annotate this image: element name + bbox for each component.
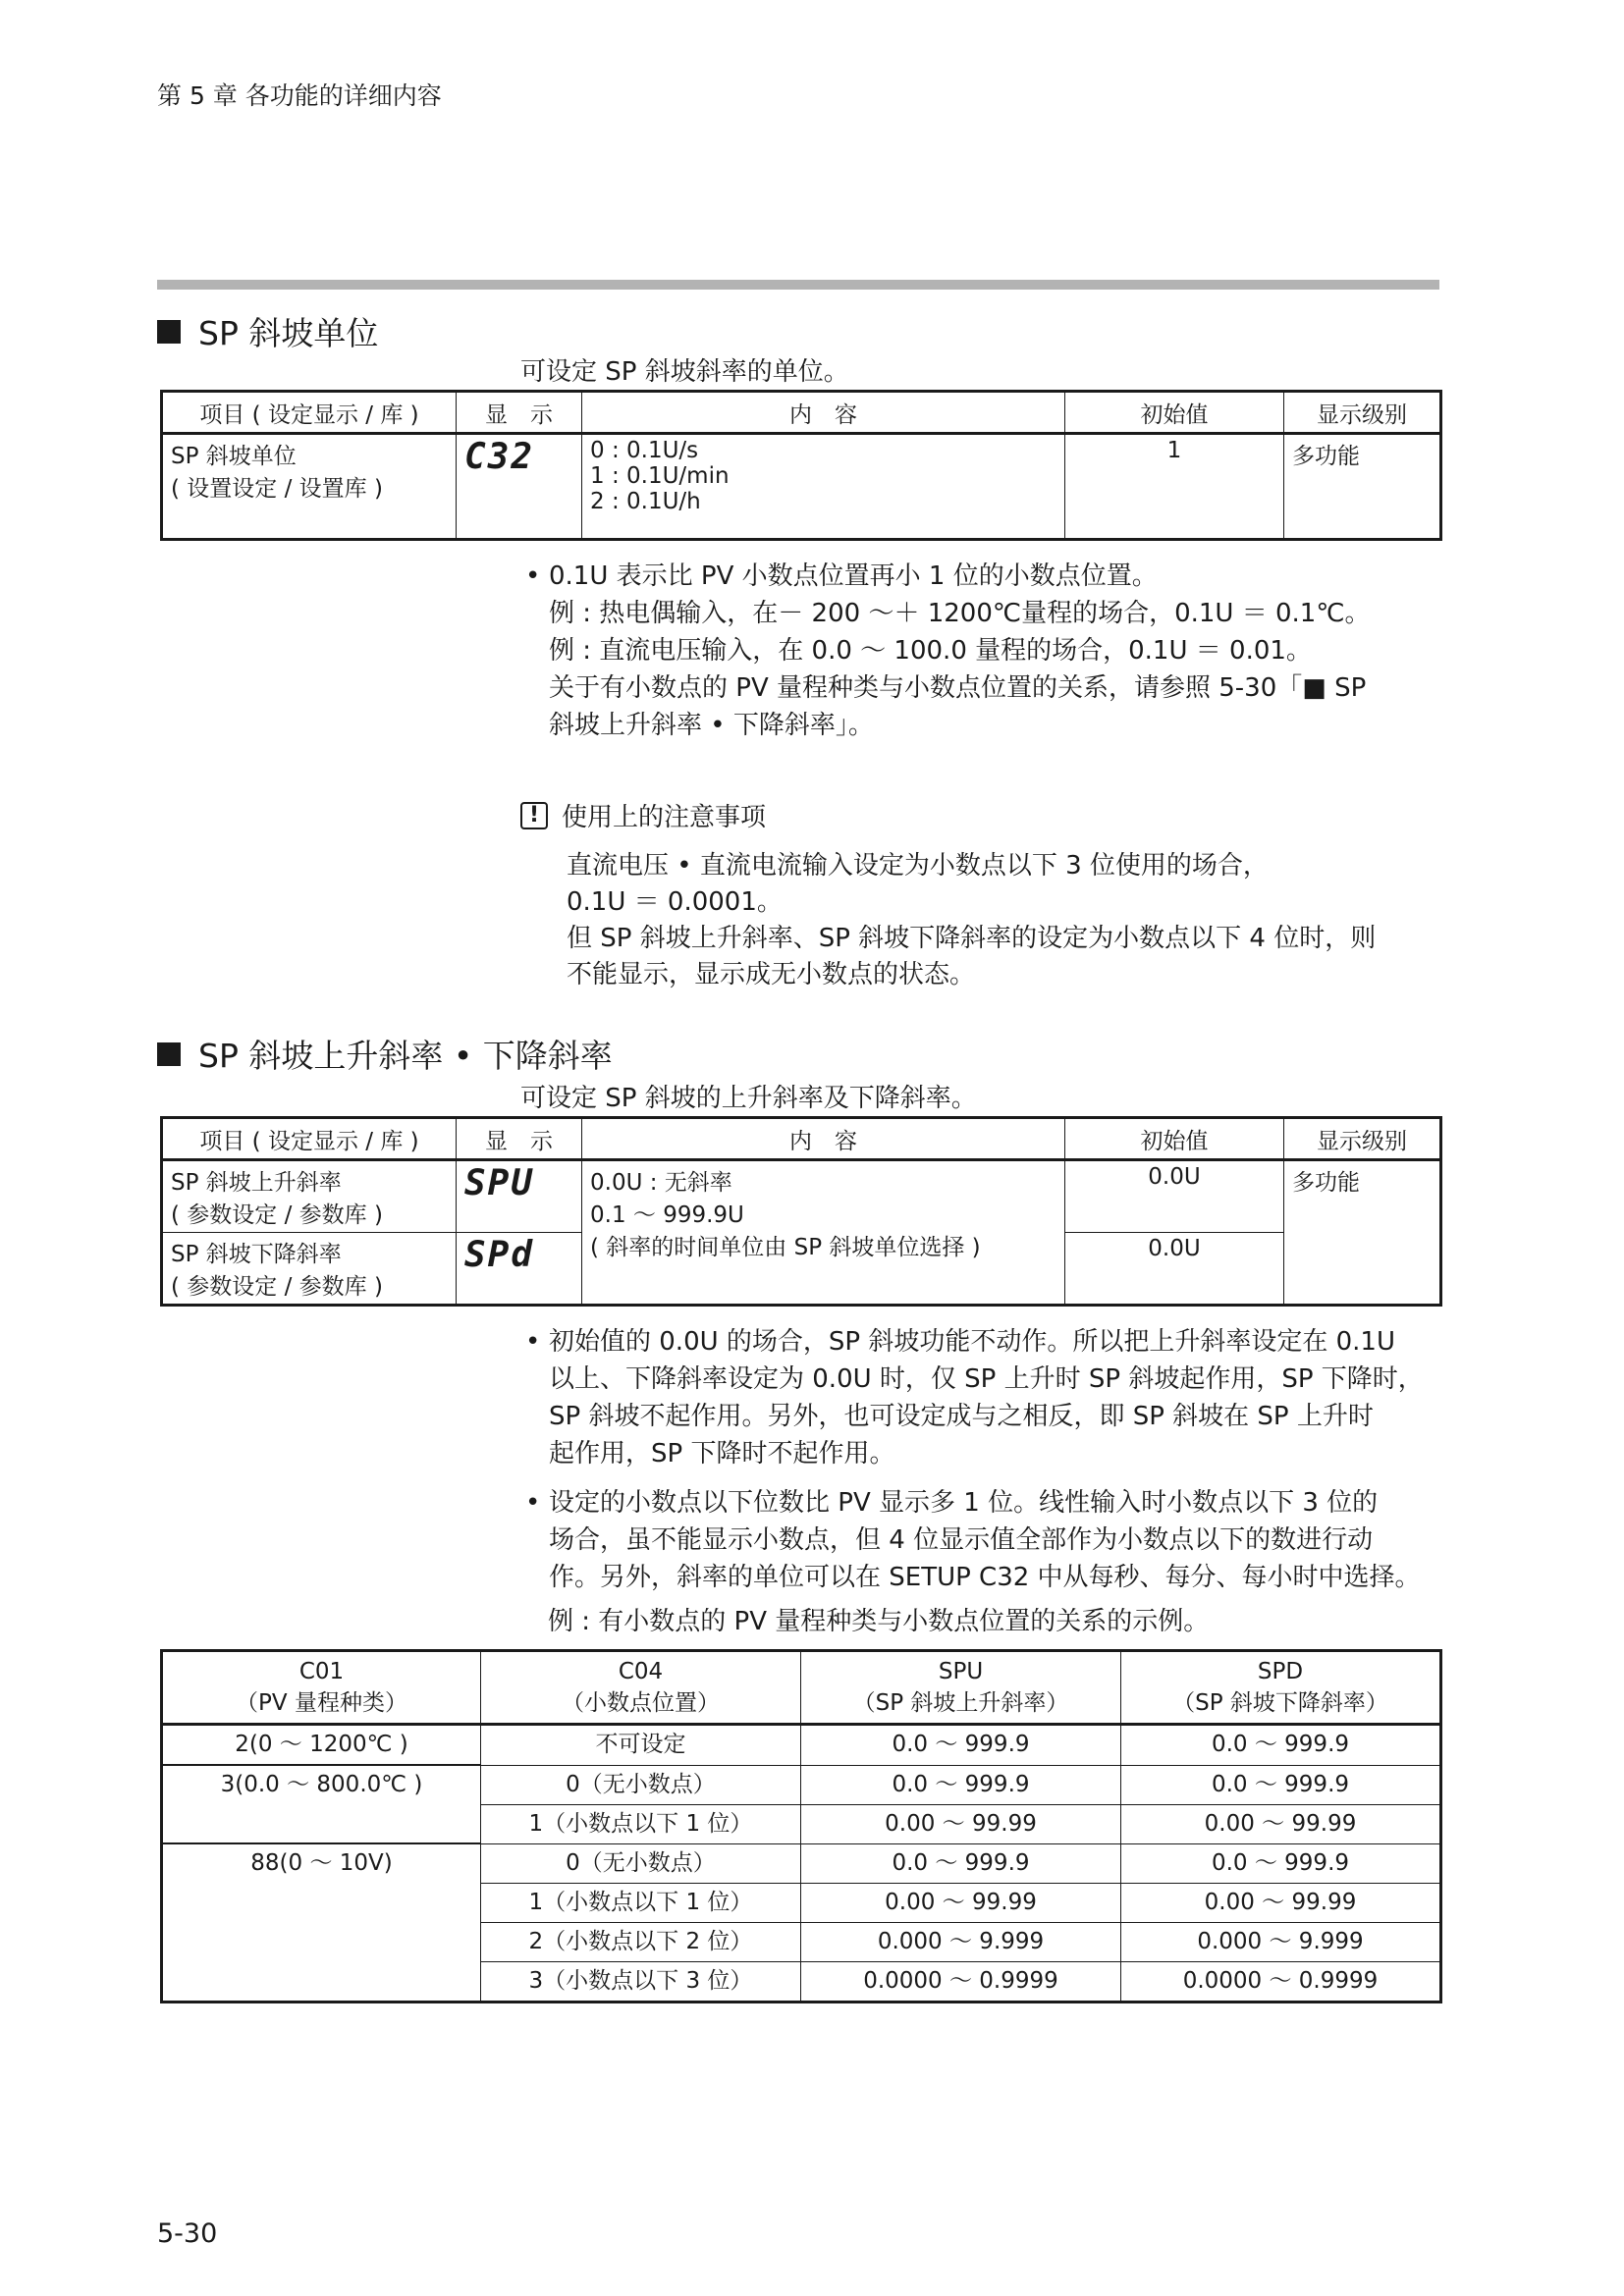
example-table xyxy=(160,1649,1442,2003)
caution-heading: ! 使用上的注意事项 xyxy=(520,797,766,833)
rate-note-1: • 初始值的 0.0U 的场合，SP 斜坡功能不动作。所以把上升斜率设定在 0.1U 以上、下降斜率设定为 0.0U 时，仅 SP 上升时 SP 斜坡起作用，SP 下降时， SP 斜坡不起作用。另外，也可设定成与之相反，即 SP 斜坡在 SP 上升时 起作用，SP 下降时不起作用。 xyxy=(525,1327,1424,1468)
section-title-sp-ramp-unit: SP 斜坡单位 xyxy=(157,308,378,354)
lcd-display: SPd xyxy=(457,1233,582,1306)
sp-ramp-unit-table xyxy=(160,390,1442,541)
content-cell: 0.0U : 无斜率 0.1 ～ 999.9U ( 斜率的时间单位由 SP 斜坡单位选择 ) xyxy=(582,1160,1065,1306)
sp-ramp-rate-table xyxy=(160,1116,1442,1307)
chapter-header: 第 5 章 各功能的详细内容 xyxy=(157,81,442,110)
table-row: 3（小数点以下 3 位） 0.0000 ～ 0.9999 0.0000 ～ 0.9999 xyxy=(162,1961,1441,2002)
table-row: 1（小数点以下 1 位） 0.00 ～ 99.99 0.00 ～ 99.99 xyxy=(162,1804,1441,1843)
square-bullet-icon xyxy=(157,320,181,344)
col-header-content: 内 容 xyxy=(582,392,1065,434)
rate-note-2: • 设定的小数点以下位数比 PV 显示多 1 位。线性输入时小数点以下 3 位的 场合，虽不能显示小数点，但 4 位显示值全部作为小数点以下的数进行动 作。另外，斜率的单位可以在 SETUP C32 中从每秒、每分、每小时中选择。 xyxy=(525,1488,1421,1592)
section-divider xyxy=(157,280,1439,290)
col-header-c01: C01 （PV 量程种类） xyxy=(162,1651,481,1725)
col-header-initial: 初始值 xyxy=(1065,1118,1284,1160)
col-header-initial: 初始值 xyxy=(1065,392,1284,434)
item-cell: SP 斜坡上升斜率 ( 参数设定 / 参数库 ) xyxy=(162,1160,457,1233)
table-row: 2（小数点以下 2 位） 0.000 ～ 9.999 0.000 ～ 9.999 xyxy=(162,1922,1441,1961)
col-header-display: 显 示 xyxy=(457,392,582,434)
table-row xyxy=(162,1160,1441,1233)
col-header-spd: SPD （SP 斜坡下降斜率） xyxy=(1121,1651,1441,1725)
page-number: 5-30 xyxy=(157,2218,218,2249)
col-header-level: 显示级别 xyxy=(1284,1118,1441,1160)
table-row: 2(0 ～ 1200℃ ) 不可设定 0.0 ～ 999.9 0.0 ～ 999.9 xyxy=(162,1725,1441,1766)
section-title-sp-ramp-rate: SP 斜坡上升斜率 • 下降斜率 xyxy=(157,1031,613,1077)
col-header-item: 项目 ( 设定显示 / 库 ) xyxy=(162,1118,457,1160)
lcd-display: SPU xyxy=(457,1160,582,1233)
section-intro: 可设定 SP 斜坡的上升斜率及下降斜率。 xyxy=(520,1084,977,1113)
initial-value: 0.0U xyxy=(1065,1233,1284,1306)
warning-icon: ! xyxy=(520,802,548,829)
unit-notes: • 0.1U 表示比 PV 小数点位置再小 1 位的小数点位置。 例 : 热电偶输入，在－ 200 ～＋ 1200℃量程的场合，0.1U ＝ 0.1℃。 例 : 直流电压输入，在 0.0 ～ 100.0 量程的场合，0.1U ＝ 0.01。 关于有小数点的 PV 量程种类与小数点位置的关系，请参照 5-30「■ SP 斜坡上升斜率 • 下降斜率」。 xyxy=(525,561,1371,740)
content-cell: 0 : 0.1U/s 1 : 0.1U/min 2 : 0.1U/h xyxy=(582,434,1065,540)
col-header-level: 显示级别 xyxy=(1284,392,1441,434)
col-header-item: 项目 ( 设定显示 / 库 ) xyxy=(162,392,457,434)
col-header-content: 内 容 xyxy=(582,1118,1065,1160)
section-intro: 可设定 SP 斜坡斜率的单位。 xyxy=(520,357,849,387)
caution-text: 直流电压 • 直流电流输入设定为小数点以下 3 位使用的场合， 0.1U ＝ 0.0001。 但 SP 斜坡上升斜率、SP 斜坡下降斜率的设定为小数点以下 4 位时，则 不能显示，显示成无小数点的状态。 xyxy=(567,851,1377,989)
example-caption: 例 : 有小数点的 PV 量程种类与小数点位置的关系的示例。 xyxy=(548,1607,1210,1636)
table-row: 88(0 ～ 10V) 0（无小数点） 0.0 ～ 999.9 0.0 ～ 999.9 xyxy=(162,1843,1441,1883)
lcd-display: C32 xyxy=(457,434,582,540)
initial-value: 1 xyxy=(1065,434,1284,540)
item-cell: SP 斜坡单位 ( 设置设定 / 设置库 ) xyxy=(162,434,457,540)
display-level: 多功能 xyxy=(1284,1160,1441,1306)
initial-value: 0.0U xyxy=(1065,1160,1284,1233)
display-level: 多功能 xyxy=(1284,434,1441,540)
table-row: 1（小数点以下 1 位） 0.00 ～ 99.99 0.00 ～ 99.99 xyxy=(162,1883,1441,1922)
table-row: 3(0.0 ～ 800.0℃ ) 0（无小数点） 0.0 ～ 999.9 0.0 ～ 999.9 xyxy=(162,1765,1441,1804)
col-header-spu: SPU （SP 斜坡上升斜率） xyxy=(801,1651,1121,1725)
col-header-c04: C04 （小数点位置） xyxy=(481,1651,801,1725)
square-bullet-icon xyxy=(157,1042,181,1066)
table-row xyxy=(162,434,1441,540)
col-header-display: 显 示 xyxy=(457,1118,582,1160)
item-cell: SP 斜坡下降斜率 ( 参数设定 / 参数库 ) xyxy=(162,1233,457,1306)
